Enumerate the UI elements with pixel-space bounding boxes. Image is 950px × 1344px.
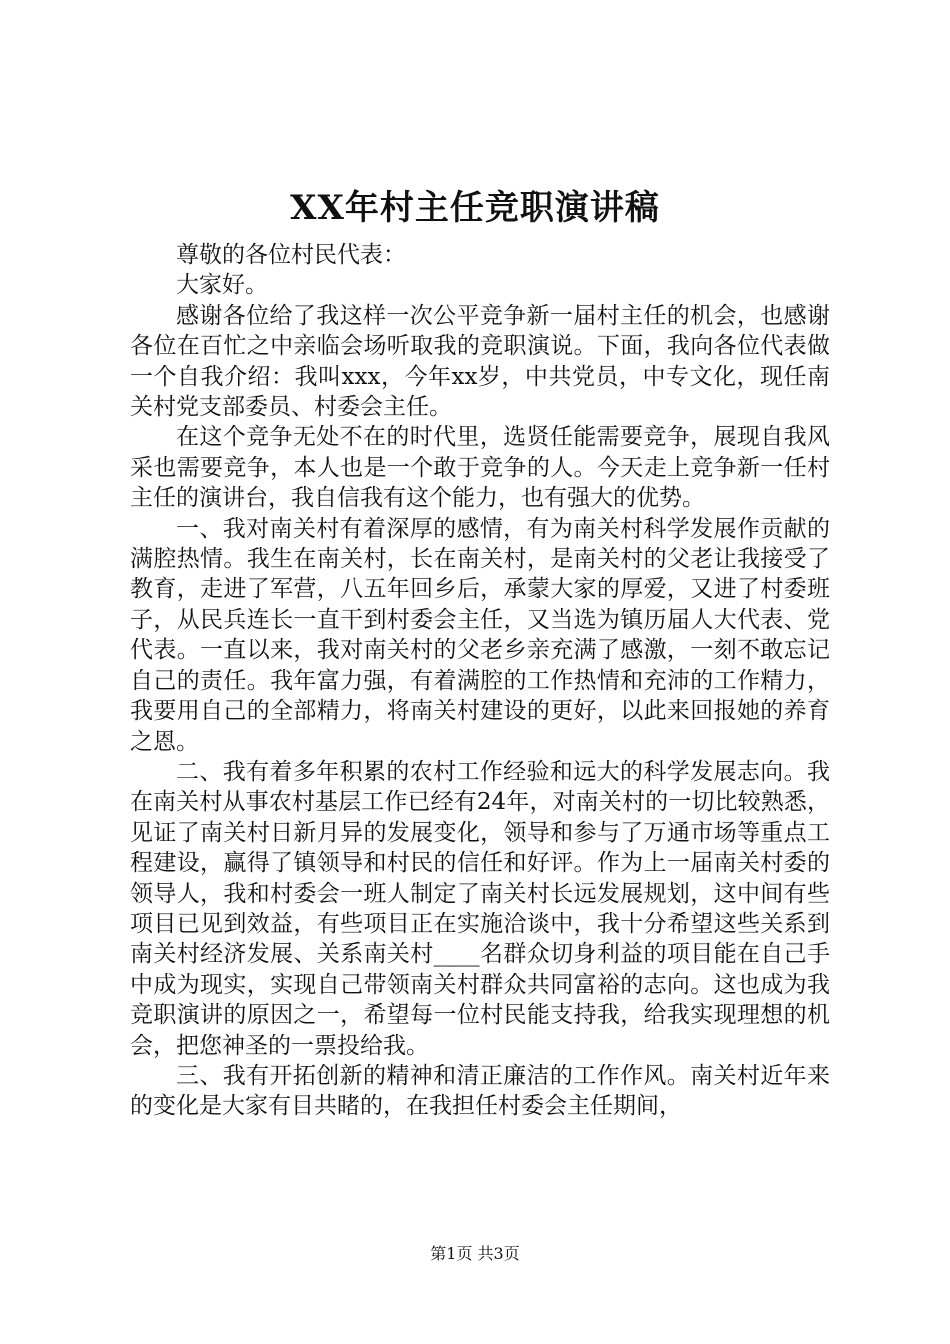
paragraph-point-2: 二、我有着多年积累的农村工作经验和远大的科学发展志向。我在南关村从事农村基层工作已经有24年，对南关村的一切比较熟悉，见证了南关村日新月异的发展变化，领导和参与了万通市场等重点工程建设，赢得了镇领导和村民的信任和好评。作为上一届南关村委的领导人，我和村委会一班人制定了南关村长远发展规划，这中间有些项目已见到效益，有些项目正在实施洽谈中，我十分希望这些关系到南关村经济发展、关系南关村____名群众切身利益的项目能在自己手中成为现实，实现自己带领南关村群众共同富裕的志向。这也成为我竞职演讲的原因之一，希望每一位村民能支持我，给我实现理想的机会，把您神圣的一票投给我。	[130, 758, 830, 1059]
page-footer: 第1页 共3页	[430, 1244, 520, 1263]
document-title: XX年村主任竞职演讲稿	[290, 188, 660, 228]
paragraph-point-3: 三、我有开拓创新的精神和清正廉洁的工作作风。南关村近年来的变化是大家有目共睹的，在我担任村委会主任期间，	[130, 1062, 830, 1120]
document-body	[130, 240, 830, 1122]
paragraph-point-1: 一、我对南关村有着深厚的感情，有为南关村科学发展作贡献的满腔热情。我生在南关村，长在南关村，是南关村的父老让我接受了教育，走进了军营，八五年回乡后，承蒙大家的厚爱，又进了村委班子，从民兵连长一直干到村委会主任，又当选为镇历届人大代表、党代表。一直以来，我对南关村的父老乡亲充满了感激，一刻不敢忘记自己的责任。我年富力强，有着满腔的工作热情和充沛的工作精力，我要用自己的全部精力，将南关村建设的更好，以此来回报她的养育之恩。	[130, 515, 830, 755]
salutation: 尊敬的各位村民代表：	[176, 242, 406, 268]
paragraph-competition: 在这个竞争无处不在的时代里，选贤任能需要竞争，展现自我风采也需要竞争，本人也是一个敢于竞争的人。今天走上竞争新一任村主任的演讲台，我自信我有这个能力，也有强大的优势。	[130, 424, 830, 512]
paragraph-intro: 感谢各位给了我这样一次公平竞争新一届村主任的机会，也感谢各位在百忙之中亲临会场听取我的竞职演说。下面，我向各位代表做一个自我介绍：我叫xxx，今年xx岁，中共党员，中专文化，现任南关村党支部委员、村委会主任。	[130, 302, 830, 421]
greeting: 大家好。	[176, 272, 268, 299]
